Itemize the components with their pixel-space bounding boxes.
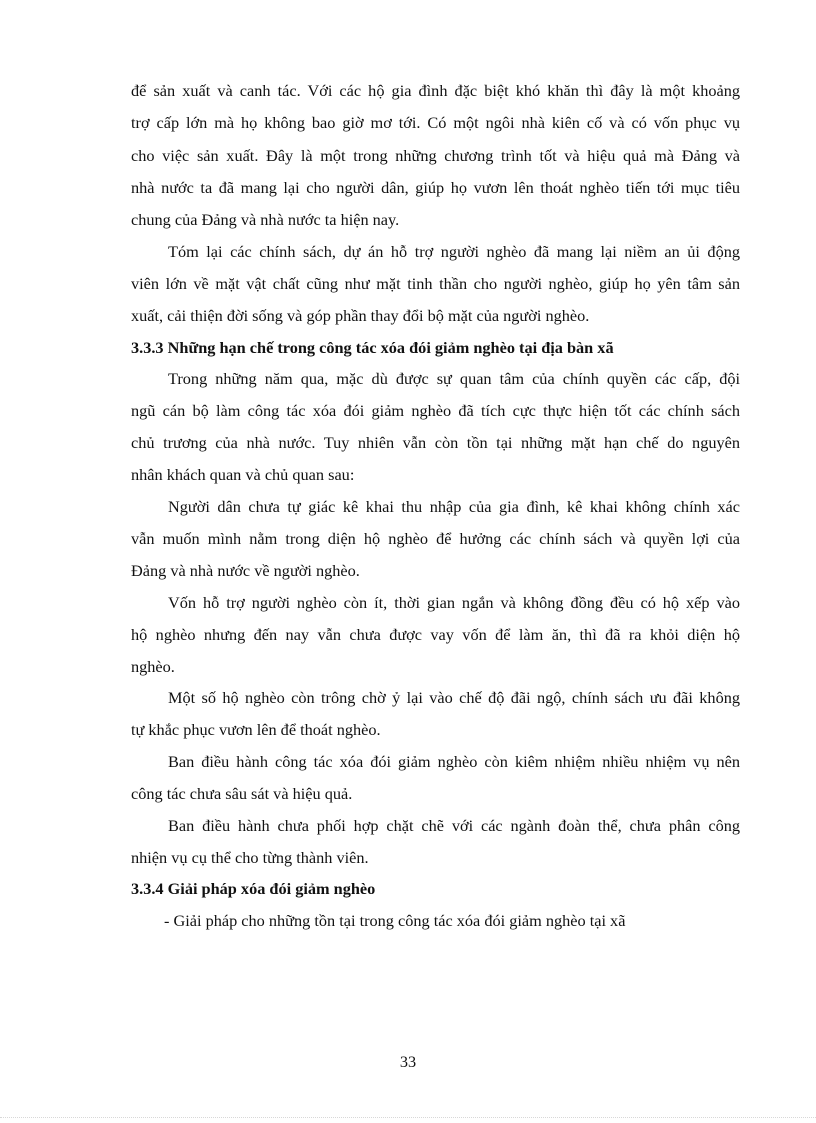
text-line: Đảng và nhà nước về người nghèo. <box>131 561 360 580</box>
text-line: xuất, cải thiện đời sống và góp phần thay đổi bộ mặt của người nghèo. <box>131 306 590 325</box>
text-line: nhân khách quan và chủ quan sau: <box>131 465 355 484</box>
text-line: hộ nghèo nhưng đến nay vẫn chưa được vay vốn để làm ăn, thì đã ra khỏi diện hộ <box>131 625 740 644</box>
text-line: Tóm lại các chính sách, dự án hỗ trợ người nghèo đã mang lại niềm an ủi động <box>168 242 740 261</box>
text-line: công tác chưa sâu sát và hiệu quả. <box>131 784 353 803</box>
text-line: nhiện vụ cụ thể cho từng thành viên. <box>131 848 369 867</box>
text-line: chung của Đảng và nhà nước ta hiện nay. <box>131 210 400 229</box>
text-line: nhà nước ta đã mang lại cho người dân, giúp họ vươn lên thoát nghèo tiến tới mục tiêu <box>131 178 740 197</box>
text-line: cho việc sản xuất. Đây là một trong những chương trình tốt và hiệu quả mà Đảng và <box>131 146 740 165</box>
text-line: để sản xuất và canh tác. Với các hộ gia đình đặc biệt khó khăn thì đây là một khoảng <box>131 81 740 100</box>
text-line: Vốn hỗ trợ người nghèo còn ít, thời gian ngắn và không đồng đều có hộ xếp vào <box>168 593 740 612</box>
text-line: ngũ cán bộ làm công tác xóa đói giảm nghèo đã tích cực thực hiện tốt các chính sách <box>131 401 740 420</box>
text-line: nghèo. <box>131 657 175 676</box>
text-line: Ban điều hành công tác xóa đói giảm nghèo còn kiêm nhiệm nhiều nhiệm vụ nên <box>168 752 740 771</box>
page-bottom-border <box>0 1117 816 1118</box>
text-line: chủ trương của nhà nước. Tuy nhiên vẫn còn tồn tại những mặt hạn chế do nguyên <box>131 433 740 452</box>
text-line: Người dân chưa tự giác kê khai thu nhập của gia đình, kê khai không chính xác <box>168 497 740 516</box>
text-line: trợ cấp lớn mà họ không bao giờ mơ tới. Có một ngôi nhà kiên cố và có vốn phục vụ <box>131 113 740 132</box>
section-heading: 3.3.4 Giải pháp xóa đói giảm nghèo <box>131 879 376 898</box>
list-item: - Giải pháp cho những tồn tại trong công tác xóa đói giảm nghèo tại xã <box>164 911 626 930</box>
text-line: tự khắc phục vươn lên để thoát nghèo. <box>131 720 381 739</box>
text-line: Trong những năm qua, mặc dù được sự quan tâm của chính quyền các cấp, đội <box>168 369 740 388</box>
text-line: viên lớn về mặt vật chất cũng như mặt tinh thần cho người nghèo, giúp họ yên tâm sản <box>131 274 740 293</box>
text-line: Một số hộ nghèo còn trông chờ ỷ lại vào chế độ đãi ngộ, chính sách ưu đãi không <box>168 688 740 707</box>
text-line: vẫn muốn mình nằm trong diện hộ nghèo để hưởng các chính sách và quyền lợi của <box>131 529 740 548</box>
section-heading: 3.3.3 Những hạn chế trong công tác xóa đói giảm nghèo tại địa bàn xã <box>131 338 614 357</box>
text-line: Ban điều hành chưa phối hợp chặt chẽ với các ngành đoàn thể, chưa phân công <box>168 816 740 835</box>
page-number: 33 <box>399 1052 417 1071</box>
